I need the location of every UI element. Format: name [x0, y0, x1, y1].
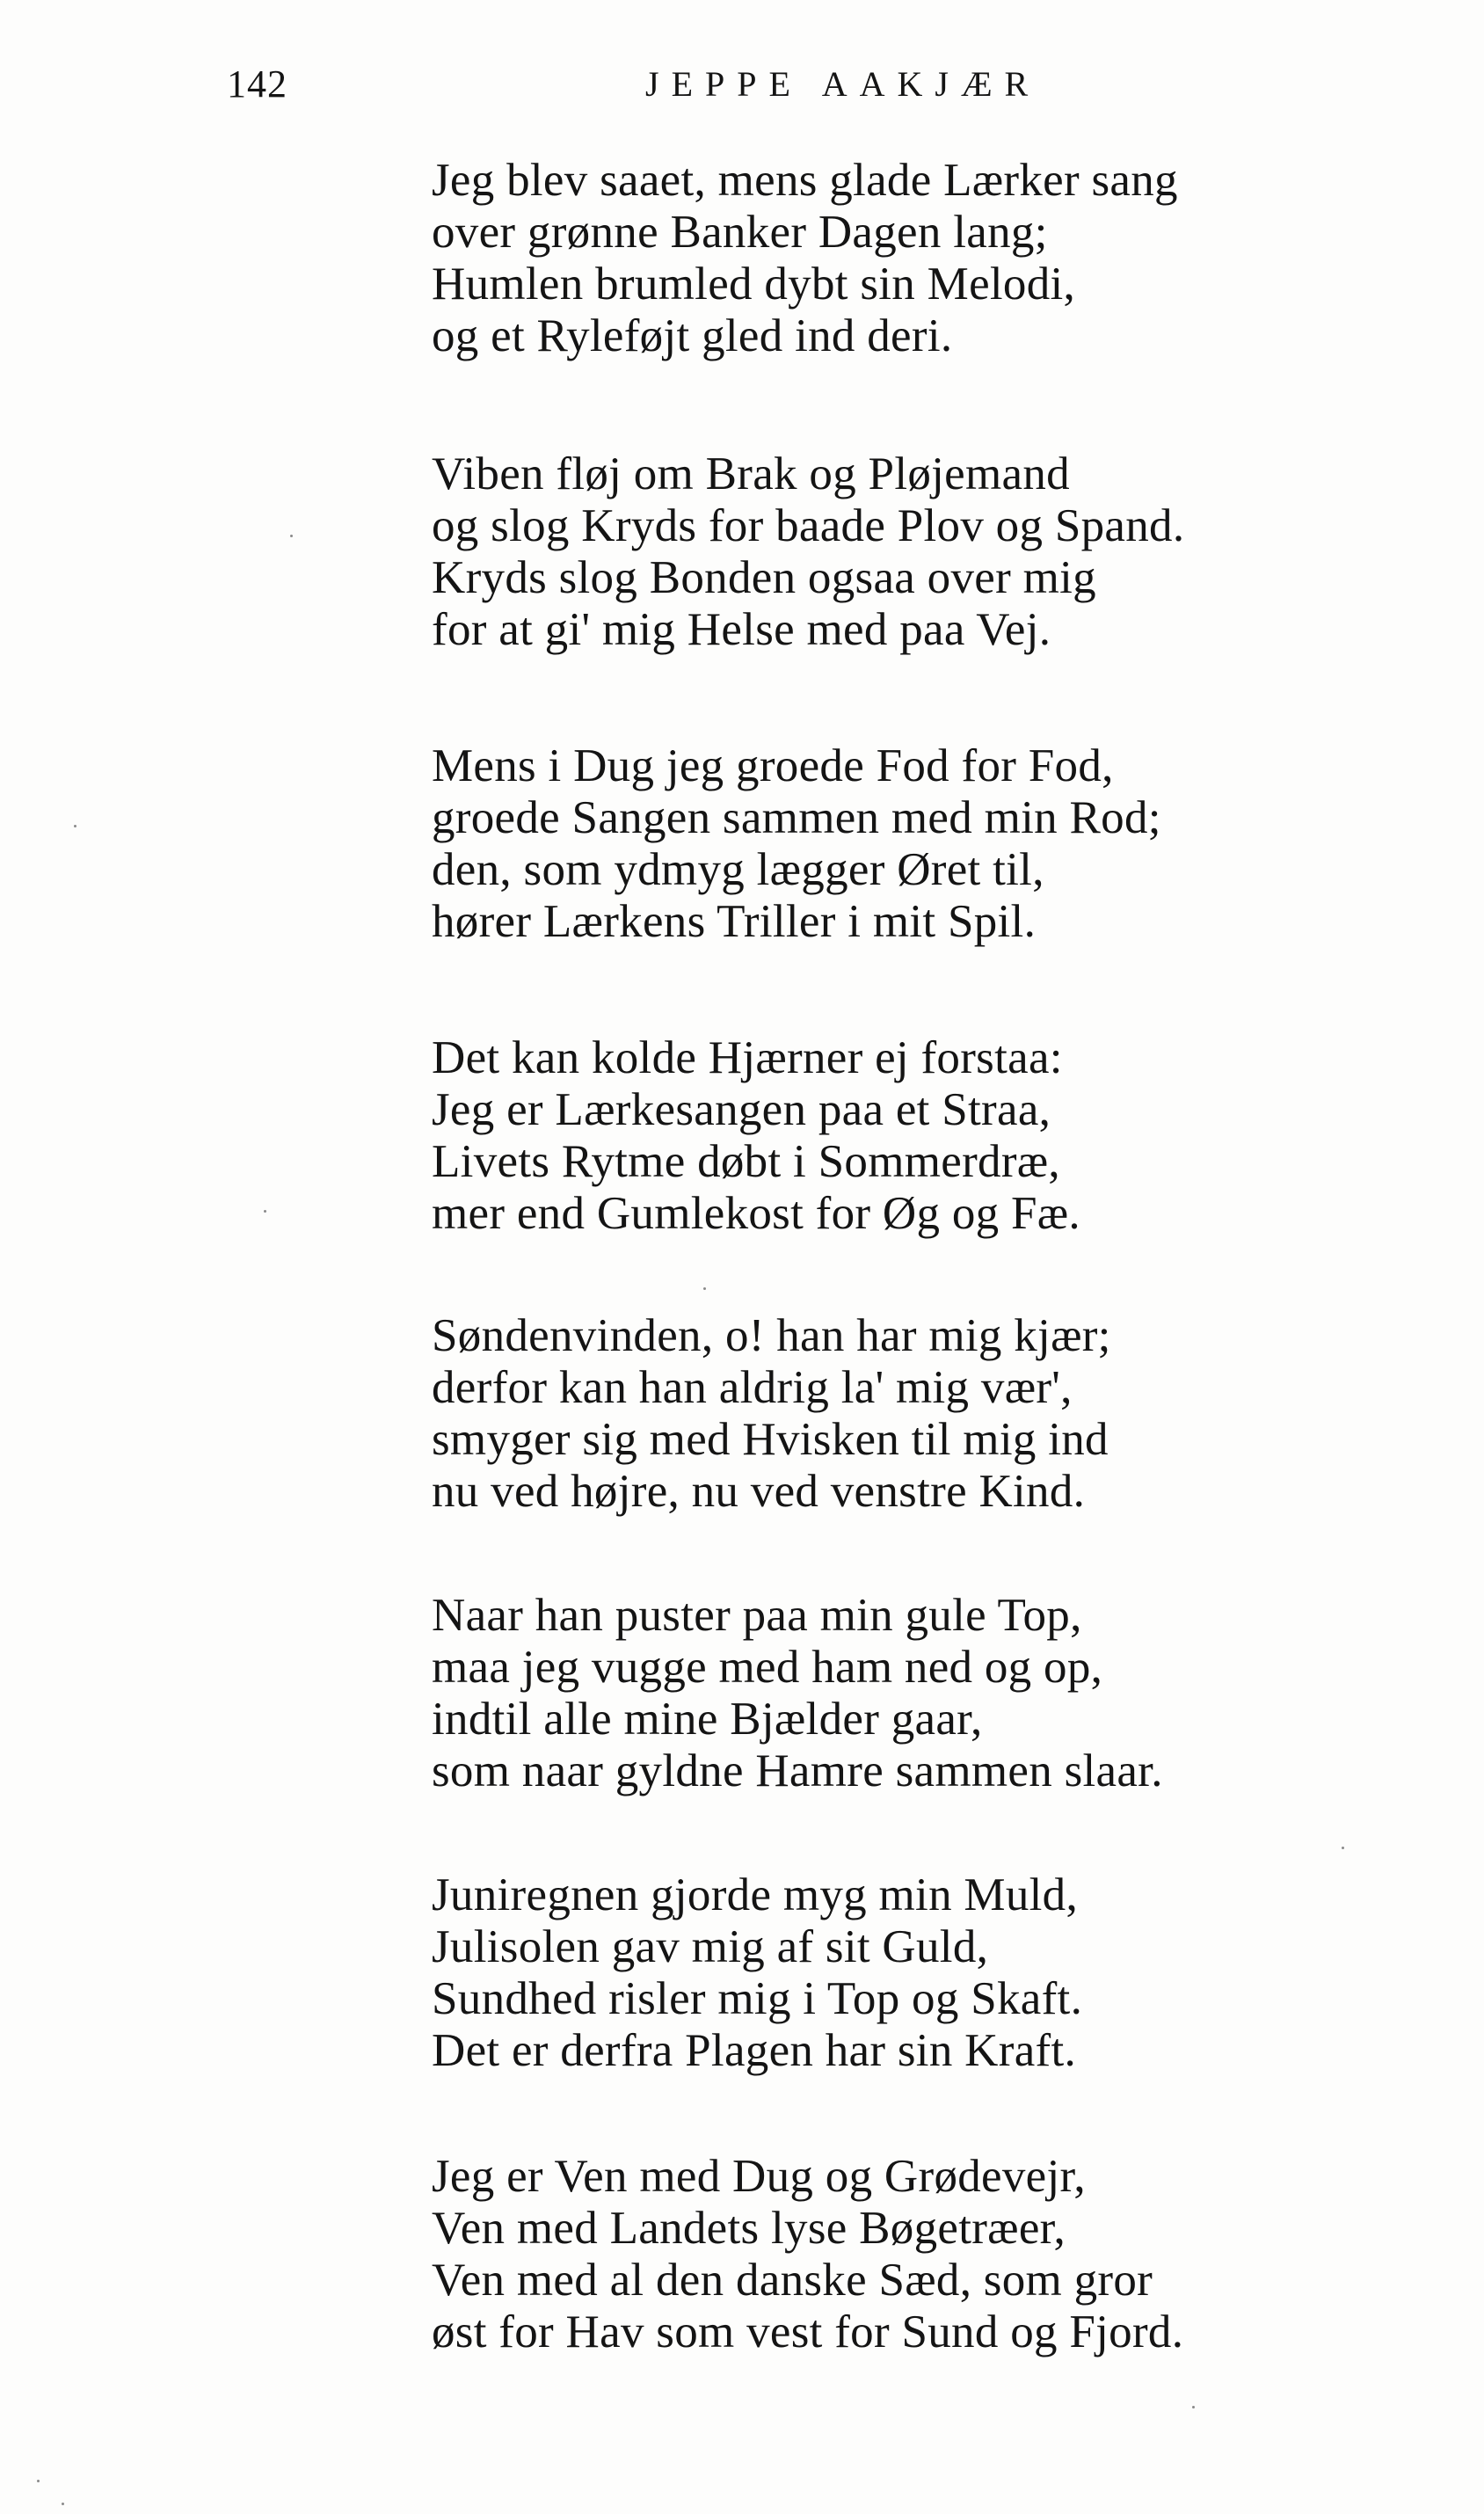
scan-speck	[1192, 2406, 1195, 2408]
stanza-5	[432, 1310, 1416, 1518]
poem-line: nu ved højre, nu ved venstre Kind.	[432, 1466, 1086, 1517]
scan-speck	[37, 2480, 40, 2482]
poem-line: Humlen brumled dybt sin Melodi,	[432, 259, 1076, 310]
poem-line: Ven med al den danske Sæd, som gror	[432, 2255, 1153, 2306]
stanza-4	[432, 1032, 1416, 1240]
poem-line: Julisolen gav mig af sit Guld,	[432, 1921, 989, 1972]
poem-line: som naar gyldne Hamre sammen slaar.	[432, 1745, 1163, 1796]
poem-line: Mens i Dug jeg groede Fod for Fod,	[432, 740, 1114, 791]
stanza-1	[432, 155, 1416, 362]
poem-line: smyger sig med Hvisken til mig ind	[432, 1414, 1109, 1465]
poem-line: over grønne Banker Dagen lang;	[432, 207, 1048, 258]
poem-line: og slog Kryds for baade Plov og Spand.	[432, 500, 1185, 551]
stanza-6	[432, 1590, 1416, 1797]
poem-line: Naar han puster paa min gule Top,	[432, 1590, 1082, 1641]
stanza-3	[432, 740, 1416, 948]
poem-line: Det kan kolde Hjærner ej forstaa:	[432, 1032, 1063, 1083]
poem-line: Juniregnen gjorde myg min Muld,	[432, 1869, 1079, 1920]
scan-speck	[1342, 1847, 1344, 1849]
poem-line: Det er derfra Plagen har sin Kraft.	[432, 2025, 1077, 2076]
poem-line: Jeg er Ven med Dug og Grødevejr,	[432, 2151, 1086, 2202]
poem-line: Viben fløj om Brak og Pløjemand	[432, 448, 1070, 499]
poem-line: hører Lærkens Triller i mit Spil.	[432, 896, 1037, 947]
stanza-8	[432, 2151, 1416, 2358]
scan-speck	[290, 535, 293, 537]
stanza-7	[432, 1869, 1416, 2077]
poem-line: for at gi' mig Helse med paa Vej.	[432, 604, 1051, 655]
poem-line: Sundhed risler mig i Top og Skaft.	[432, 1973, 1083, 2024]
poem-line: Søndenvinden, o! han har mig kjær;	[432, 1310, 1111, 1361]
scan-speck	[62, 2503, 64, 2505]
poem-line: den, som ydmyg lægger Øret til,	[432, 844, 1044, 895]
poem-line: Livets Rytme døbt i Sommerdræ,	[432, 1136, 1060, 1187]
poem-line: øst for Hav som vest for Sund og Fjord.	[432, 2306, 1184, 2357]
stanza-2	[432, 448, 1416, 656]
poem-line: maa jeg vugge med ham ned og op,	[432, 1642, 1103, 1693]
scan-speck	[74, 825, 76, 827]
scan-speck	[264, 1210, 266, 1213]
poem-line: Ven med Landets lyse Bøgetræer,	[432, 2203, 1066, 2254]
running-head: JEPPE AAKJÆR	[645, 64, 1041, 104]
poem-line: og et Ryleføjt gled ind deri.	[432, 310, 953, 361]
poem-line: Jeg er Lærkesangen paa et Straa,	[432, 1084, 1051, 1135]
poem-line: derfor kan han aldrig la' mig vær',	[432, 1362, 1073, 1413]
poem-line: Kryds slog Bonden ogsaa over mig	[432, 552, 1096, 603]
scan-speck	[703, 1287, 706, 1290]
poem-line: indtil alle mine Bjælder gaar,	[432, 1694, 983, 1745]
poem-line: groede Sangen sammen med min Rod;	[432, 792, 1161, 843]
poem-line: Jeg blev saaet, mens glade Lærker sang	[432, 155, 1178, 206]
page-number: 142	[227, 62, 287, 106]
poem-line: mer end Gumlekost for Øg og Fæ.	[432, 1188, 1080, 1239]
